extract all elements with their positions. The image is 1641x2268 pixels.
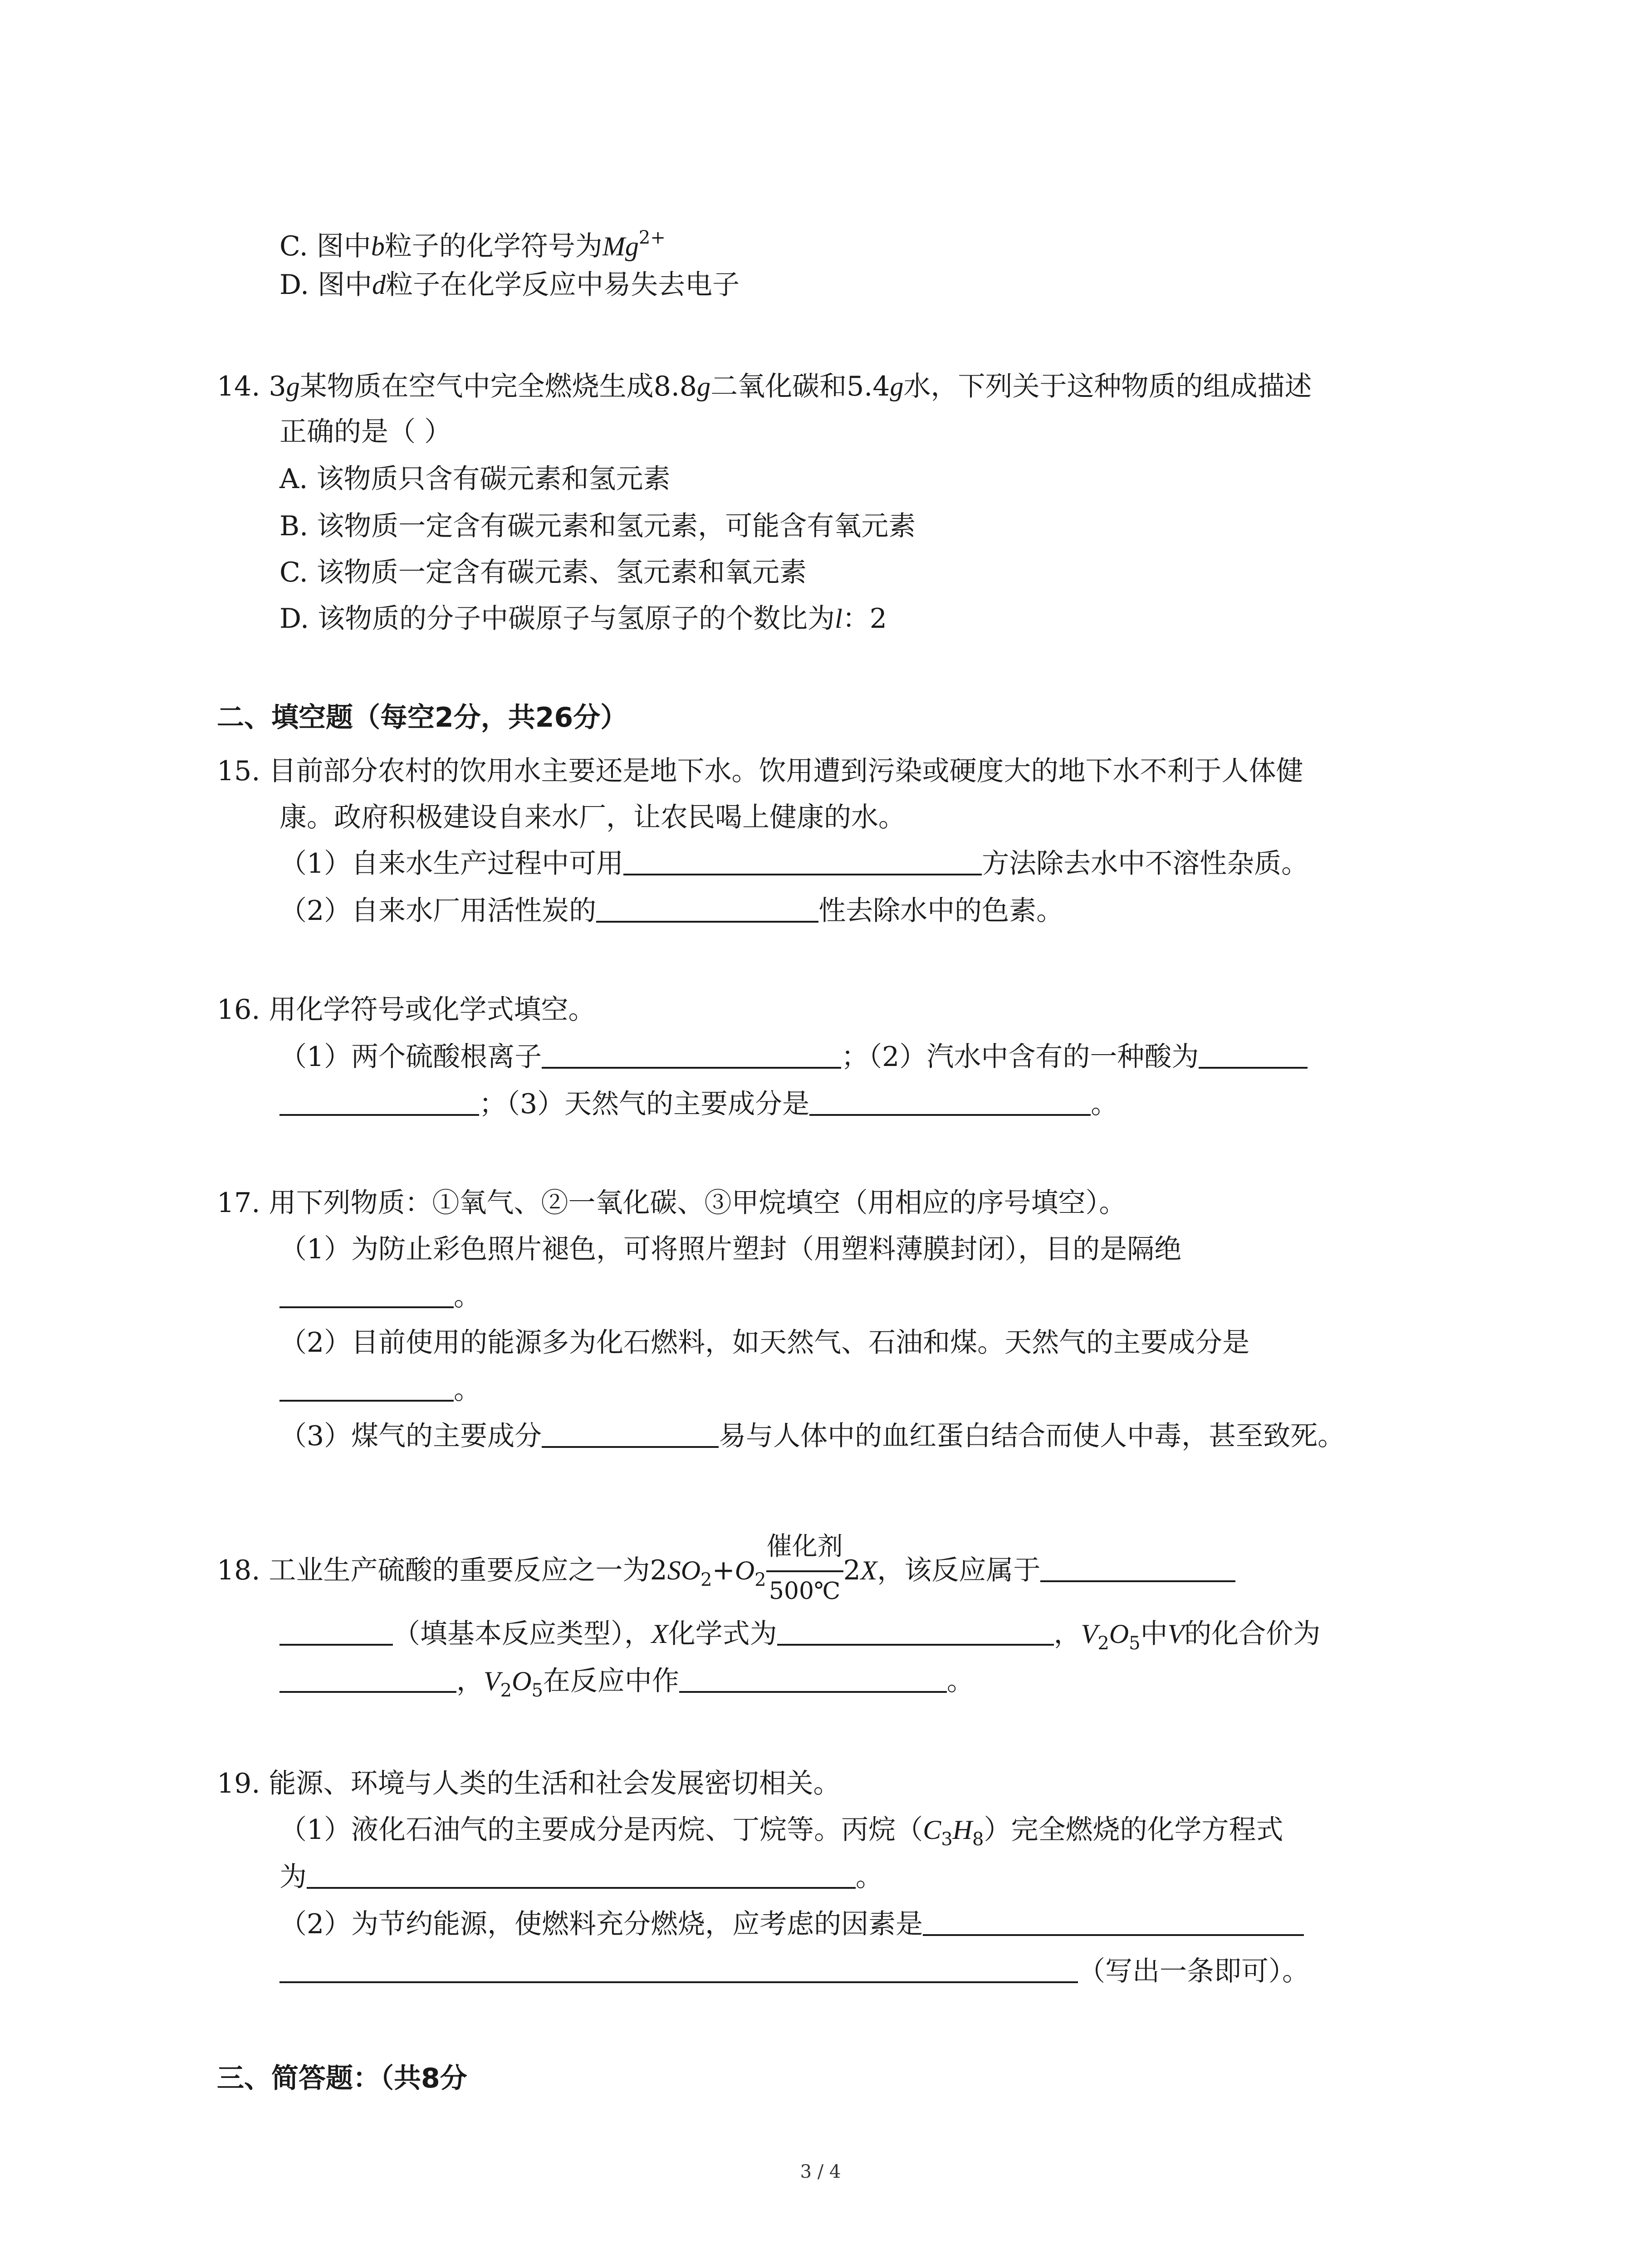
catalyst-label: 催化剂: [766, 1532, 843, 1561]
q15-stem-line2: 康。政府积极建设自来水厂，让农民喝上健康的水。: [279, 802, 906, 833]
q19-part1: （1）液化石油气的主要成分是丙烷、丁烷等。丙烷$(C_3H_8)$完全燃烧的化学方程式: [279, 1814, 1283, 1850]
q18-line2: （填基本反应类型），X化学式为 ，$V_2O_5$中V的化合价为: [279, 1616, 1320, 1662]
q14-stem-line1: 14. 3g某物质在空气中完全燃烧生成8.8g二氧化碳和5.4g水，下列关于这种物质的组成描述: [217, 371, 1312, 402]
answer-blank[interactable]: [542, 1039, 841, 1069]
q17-stem: 17. 用下列物质：①氧气、②一氧化碳、③甲烷填空（用相应的序号填空）。: [217, 1187, 1127, 1219]
q17-part1-answer: 。: [279, 1278, 481, 1315]
answer-blank[interactable]: [809, 1086, 1091, 1116]
answer-blank[interactable]: [279, 1663, 456, 1693]
answer-blank[interactable]: [307, 1859, 856, 1889]
answer-blank[interactable]: [279, 1953, 1078, 1983]
answer-blank[interactable]: [623, 846, 982, 875]
page-number: 3 / 4: [800, 2161, 841, 2182]
q14-option-c: C. 该物质一定含有碳元素、氢元素和氧元素: [279, 557, 807, 588]
q19-part2-answer: （写出一条即可）。: [279, 1953, 1309, 1989]
temperature-label: 500℃: [769, 1578, 841, 1605]
q15-part2: （2）自来水厂用活性炭的 性去除水中的色素。: [279, 893, 1063, 929]
q15-part1: （1）自来水生产过程中可用 方法除去水中不溶性杂质。: [279, 846, 1308, 882]
q19-part1-answer: 为 。: [279, 1859, 883, 1895]
q19-part2: （2）为节约能源，使燃料充分燃烧，应考虑的因素是: [279, 1906, 1304, 1942]
answer-blank[interactable]: [279, 1086, 479, 1116]
answer-blank[interactable]: [777, 1616, 1054, 1646]
answer-blank[interactable]: [279, 1616, 393, 1646]
q14-option-b: B. 该物质一定含有碳元素和氢元素，可能含有氧元素: [279, 510, 916, 542]
answer-blank[interactable]: [679, 1663, 947, 1693]
reaction-arrow-bar: [766, 1570, 843, 1572]
q17-part2: （2）目前使用的能源多为化石燃料，如天然气、石油和煤。天然气的主要成分是: [279, 1327, 1250, 1359]
q17-part2-answer: 。: [279, 1372, 481, 1408]
answer-blank[interactable]: [1199, 1039, 1308, 1069]
answer-blank[interactable]: [279, 1372, 454, 1402]
section-2-title: 二、填空题（每空2分，共26分）: [217, 702, 628, 733]
section-3-title: 三、简答题：（共8分: [217, 2063, 467, 2094]
q16-stem: 16. 用化学符号或化学式填空。: [217, 994, 596, 1026]
answer-blank[interactable]: [923, 1906, 1304, 1936]
q14-option-a: A. 该物质只含有碳元素和氢元素: [279, 463, 671, 495]
q13-option-d: D. 图中d粒子在化学反应中易失去电子: [279, 269, 740, 301]
q15-stem-line1: 15. 目前部分农村的饮用水主要还是地下水。饮用遭到污染或硬度大的地下水不利于人体健: [217, 755, 1303, 787]
reaction-condition: [766, 1532, 843, 1605]
q17-part1: （1）为防止彩色照片褪色，可将照片塑封（用塑料薄膜封闭），目的是隔绝: [279, 1233, 1182, 1265]
q17-part3: （3）煤气的主要成分 易与人体中的血红蛋白结合而使人中毒，甚至致死。: [279, 1418, 1345, 1454]
q14-option-d: D. 该物质的分子中碳原子与氢原子的个数比为l：2: [279, 603, 887, 635]
q18-line1: 18. 工业生产硫酸的重要反应之一为$2SO_2+O_2$ $\frac{\text{催化剂}}{500℃}$ 2X，该反应属于: [217, 1552, 1235, 1598]
q16-line2: （1）两个硫酸根离子 ；（2）汽水中含有的一种酸为: [279, 1039, 1308, 1075]
answer-blank[interactable]: [1040, 1552, 1235, 1582]
answer-blank[interactable]: [279, 1278, 454, 1308]
q13-option-c: C. 图中b粒子的化学符号为$Mg^{2+}$: [279, 227, 666, 262]
q16-line3: ；（3）天然气的主要成分是 。: [279, 1086, 1118, 1122]
answer-blank[interactable]: [596, 893, 818, 923]
q14-stem-line2: 正确的是（ ）: [279, 416, 452, 448]
q19-stem: 19. 能源、环境与人类的生活和社会发展密切相关。: [217, 1768, 841, 1799]
answer-blank[interactable]: [542, 1418, 719, 1448]
q18-line3: ，$V_2O_5$在反应中作 。: [279, 1663, 974, 1709]
